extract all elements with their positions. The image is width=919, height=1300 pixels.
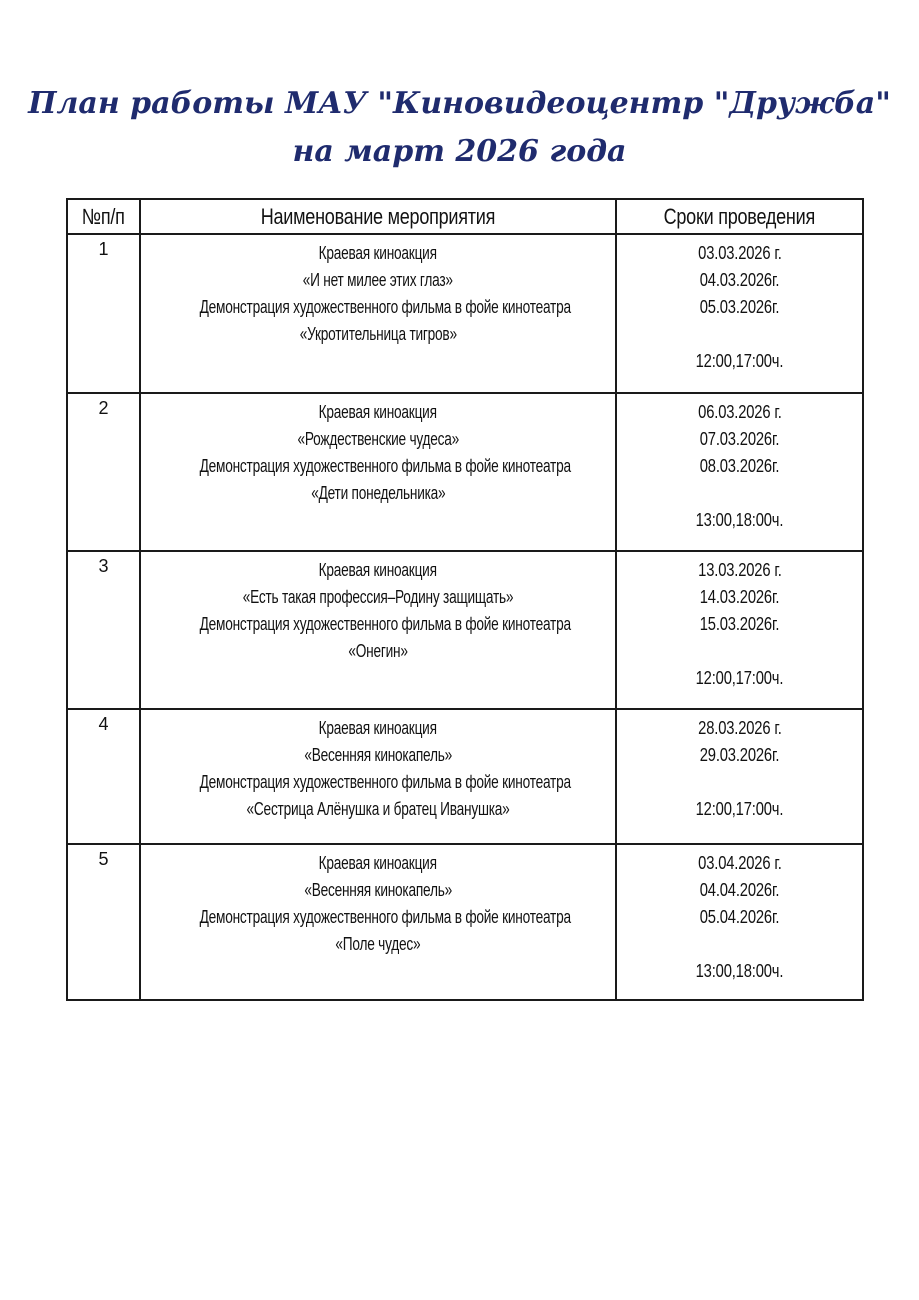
header-dates-label: Сроки проведения: [663, 203, 816, 229]
event-line-text: «Укротительница тигров»: [299, 324, 457, 344]
date-line: [617, 480, 862, 507]
event-line: [141, 399, 615, 426]
date-line-text: 05.04.2026г.: [699, 907, 780, 927]
event-line: [141, 611, 615, 638]
event-line: [141, 267, 615, 294]
table-row: [68, 552, 862, 710]
date-line: [617, 399, 862, 426]
event-line-text: Краевая киноакция: [318, 560, 438, 580]
event-line-text: Демонстрация художественного фильма в фойе кинотеатра: [199, 614, 571, 634]
event-line-text: Демонстрация художественного фильма в фойе кинотеатра: [199, 456, 571, 476]
event-line-text: Краевая киноакция: [318, 402, 438, 422]
date-line: [617, 877, 862, 904]
date-line-text: 03.03.2026 г.: [697, 243, 782, 263]
date-line-text: 04.04.2026г.: [699, 880, 780, 900]
event-line-text: Демонстрация художественного фильма в фойе кинотеатра: [199, 297, 571, 317]
event-line-text: «Весенняя кинокапель»: [304, 880, 452, 900]
event-line: [141, 453, 615, 480]
date-line: [617, 453, 862, 480]
row-number: 1: [68, 235, 141, 392]
time-line-text: 13:00,18:00ч.: [695, 510, 784, 530]
event-line-text: «И нет милее этих глаз»: [302, 270, 454, 290]
time-line: [617, 958, 862, 985]
row-number: 5: [68, 845, 141, 999]
header-cell-number: [68, 200, 141, 233]
header-cell-dates: [617, 200, 862, 233]
row-number: 2: [68, 394, 141, 550]
event-line-text: «Поле чудес»: [335, 934, 421, 954]
event-line: [141, 877, 615, 904]
event-line: [141, 557, 615, 584]
date-line: [617, 611, 862, 638]
time-line: [617, 665, 862, 692]
event-line-text: «Дети понедельника»: [310, 483, 446, 503]
event-name-cell: [141, 394, 617, 550]
event-line: [141, 715, 615, 742]
table-row: [68, 394, 862, 552]
header-cell-name: [141, 200, 617, 233]
event-line: [141, 931, 615, 958]
event-line-text: Краевая киноакция: [318, 718, 438, 738]
date-line: [617, 557, 862, 584]
event-dates-cell: [617, 394, 862, 550]
event-name-cell: [141, 235, 617, 392]
time-line: [617, 348, 862, 375]
date-line-text: 04.03.2026г.: [699, 270, 780, 290]
date-line: [617, 769, 862, 796]
event-name-cell: [141, 845, 617, 999]
event-line-text: Краевая киноакция: [318, 853, 438, 873]
date-line-text: 03.04.2026 г.: [697, 853, 782, 873]
event-line: [141, 584, 615, 611]
event-line: [141, 638, 615, 665]
table-row: [68, 235, 862, 394]
event-dates-cell: [617, 552, 862, 708]
date-line-text: 14.03.2026г.: [699, 587, 780, 607]
event-line: [141, 240, 615, 267]
event-line: [141, 426, 615, 453]
row-number: 3: [68, 552, 141, 708]
date-line: [617, 638, 862, 665]
date-line-text: 06.03.2026 г.: [697, 402, 782, 422]
event-line: [141, 321, 615, 348]
event-line: [141, 850, 615, 877]
date-line: [617, 850, 862, 877]
date-line-text: 13.03.2026 г.: [697, 560, 782, 580]
date-line: [617, 294, 862, 321]
date-line: [617, 742, 862, 769]
date-line-text: 05.03.2026г.: [699, 297, 780, 317]
event-line-text: «Есть такая профессия–Родину защищать»: [242, 587, 514, 607]
date-line-text: 29.03.2026г.: [699, 745, 780, 765]
date-line: [617, 321, 862, 348]
event-name-cell: [141, 552, 617, 708]
event-line-text: Демонстрация художественного фильма в фойе кинотеатра: [199, 907, 571, 927]
time-line-text: 12:00,17:00ч.: [695, 668, 784, 688]
date-line: [617, 931, 862, 958]
date-line: [617, 904, 862, 931]
date-line-text: 28.03.2026 г.: [697, 718, 782, 738]
time-line: [617, 796, 862, 823]
event-dates-cell: [617, 235, 862, 392]
event-line-text: «Онегин»: [348, 641, 408, 661]
row-number: 4: [68, 710, 141, 843]
events-table: [66, 198, 864, 1001]
event-line: [141, 480, 615, 507]
date-line-text: 15.03.2026г.: [699, 614, 780, 634]
time-line-text: 13:00,18:00ч.: [695, 961, 784, 981]
event-line: [141, 796, 615, 823]
event-name-cell: [141, 710, 617, 843]
document-title-line1: План работы МАУ "Киновидеоцентр "Дружба": [28, 86, 891, 121]
event-line-text: Краевая киноакция: [318, 243, 438, 263]
event-dates-cell: [617, 710, 862, 843]
event-line-text: Демонстрация художественного фильма в фойе кинотеатра: [199, 772, 571, 792]
event-line-text: «Весенняя кинокапель»: [304, 745, 452, 765]
time-line-text: 12:00,17:00ч.: [695, 799, 784, 819]
event-line: [141, 742, 615, 769]
time-line: [617, 507, 862, 534]
date-line-text: 07.03.2026г.: [699, 429, 780, 449]
header-name-label: Наименование мероприятия: [260, 203, 496, 229]
date-line: [617, 267, 862, 294]
date-line-text: 08.03.2026г.: [699, 456, 780, 476]
date-line: [617, 426, 862, 453]
event-line-text: «Сестрица Алёнушка и братец Иванушка»: [246, 799, 510, 819]
event-line: [141, 769, 615, 796]
time-line-text: 12:00,17:00ч.: [695, 351, 784, 371]
date-line: [617, 584, 862, 611]
event-dates-cell: [617, 845, 862, 999]
date-line: [617, 715, 862, 742]
header-number-label: №п/п: [82, 203, 125, 229]
date-line: [617, 240, 862, 267]
event-line-text: «Рождественские чудеса»: [297, 429, 459, 449]
table-header-row: [68, 200, 862, 235]
document-title-line2: на март 2026 года: [292, 134, 627, 169]
table-row: [68, 845, 862, 999]
event-line: [141, 904, 615, 931]
document-title: [0, 80, 919, 176]
table-row: [68, 710, 862, 845]
event-line: [141, 294, 615, 321]
